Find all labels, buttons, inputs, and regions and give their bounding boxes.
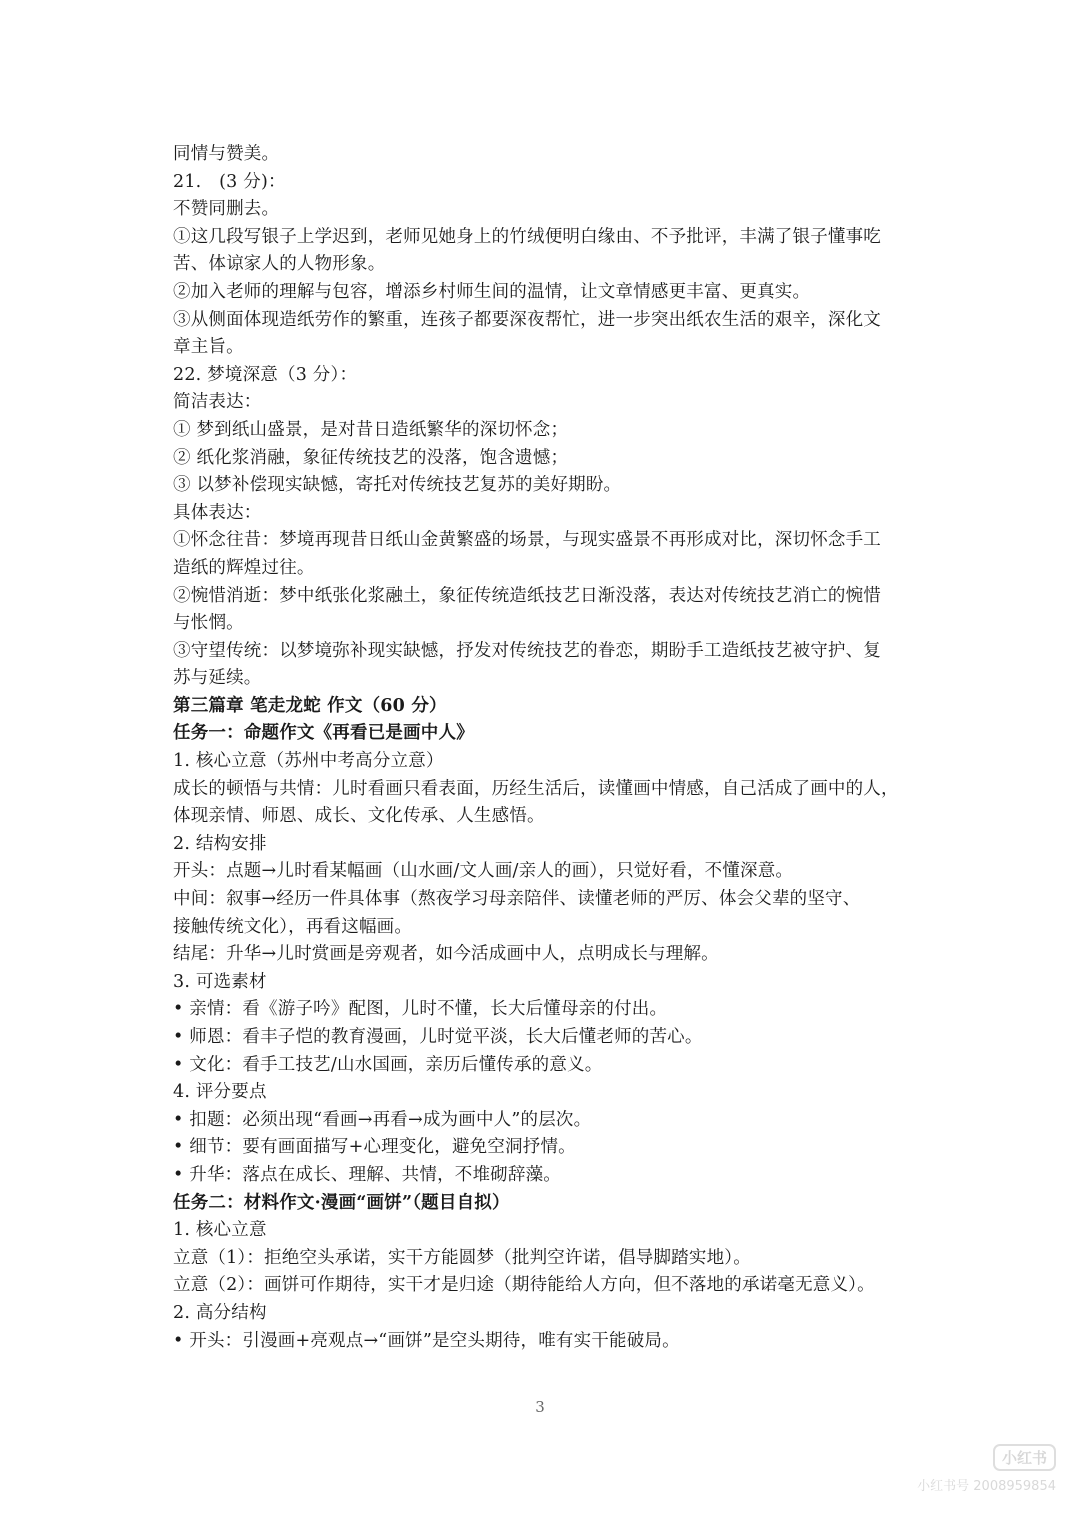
text-line: 苦、体谅家人的人物形象。: [173, 254, 386, 275]
text-line: ② 纸化浆消融，象征传统技艺的没落，饱含遗憾；: [173, 447, 569, 468]
text-line: 接触传统文化），再看这幅画。: [173, 916, 413, 937]
text-line: 4. 评分要点: [173, 1082, 267, 1103]
text-line: 同情与赞美。: [173, 144, 280, 164]
text-line: • 扣题：必须出现“看画→再看→成为画中人”的层次。: [173, 1109, 592, 1130]
text-line: 造纸的辉煌过往。: [173, 557, 315, 578]
text-line: 3. 可选素材: [173, 971, 267, 992]
section-heading: 任务二：材料作文·漫画“画饼”（题目自拟）: [173, 1192, 510, 1213]
section-heading: 任务一：命题作文《再看已是画中人》: [173, 723, 474, 744]
text-line: 2. 结构安排: [173, 833, 267, 854]
text-line: ③守望传统：以梦境弥补现实缺憾，抒发对传统技艺的眷恋，期盼手工造纸技艺被守护、复: [173, 640, 881, 661]
text-line: • 细节：要有画面描写+心理变化，避免空洞抒情。: [173, 1137, 576, 1158]
watermark-text: 小红书号 2008959854: [917, 1479, 1056, 1494]
text-line: 苏与延续。: [173, 668, 262, 689]
text-line: ③从侧面体现造纸劳作的繁重，连孩子都要深夜帮忙，进一步突出纸农生活的艰辛，深化文: [173, 309, 881, 330]
text-line: 章主旨。: [173, 337, 244, 358]
text-line: 与怅惘。: [173, 613, 244, 634]
text-line: 1. 核心立意: [173, 1220, 267, 1241]
text-line: 结尾：升华→儿时赏画是旁观者，如今活成画中人，点明成长与理解。: [173, 944, 719, 965]
text-line: 体现亲情、师恩、成长、文化传承、人生感悟。: [173, 806, 545, 827]
text-line: • 亲情：看《游子吟》配图，儿时不懂，长大后懂母亲的付出。: [173, 999, 668, 1020]
text-line: 立意（1）：拒绝空头承诺，实干方能圆梦（批判空许诺，倡导脚踏实地）。: [173, 1247, 751, 1268]
section-heading: 第三篇章 笔走龙蛇 作文（60 分）: [173, 695, 447, 716]
text-line: 简洁表达：: [173, 392, 262, 413]
text-line: ③ 以梦补偿现实缺憾，寄托对传统技艺复苏的美好期盼。: [173, 475, 622, 496]
text-line: 2. 高分结构: [173, 1302, 267, 1323]
page-number: 3: [535, 1398, 545, 1416]
text-line: 中间：叙事→经历一件具体事（熬夜学习母亲陪伴、读懂老师的严厉、体会父辈的坚守、: [173, 889, 861, 910]
text-line: • 开头：引漫画+亮观点→“画饼”是空头期待，唯有实干能破局。: [173, 1330, 680, 1351]
text-line: ① 梦到纸山盛景，是对昔日造纸繁华的深切怀念；: [173, 419, 569, 440]
text-line: 成长的顿悟与共情：儿时看画只看表面，历经生活后，读懂画中情感，自己活成了画中的人，: [173, 778, 899, 799]
text-line: • 升华：落点在成长、理解、共情，不堆砌辞藻。: [173, 1164, 561, 1185]
text-line: ②加入老师的理解与包容，增添乡村师生间的温情，让文章情感更丰富、更真实。: [173, 281, 811, 302]
watermark-logo: 小红书: [993, 1444, 1056, 1471]
text-line: ②惋惜消逝：梦中纸张化浆融土，象征传统造纸技艺日渐没落，表达对传统技艺消亡的惋惜: [173, 585, 881, 606]
text-line: 立意（2）：画饼可作期待，实干才是归途（期待能给人方向，但不落地的承诺毫无意义）。: [173, 1275, 875, 1296]
text-line: ①怀念往昔：梦境再现昔日纸山金黄繁盛的场景，与现实盛景不再形成对比，深切怀念手工: [173, 530, 881, 551]
text-line: 不赞同删去。: [173, 199, 280, 220]
text-line: 21. (3 分)：: [173, 171, 286, 192]
text-line: 1. 核心立意（苏州中考高分立意）: [173, 751, 444, 772]
document-body: [173, 141, 913, 1355]
watermark: [917, 1444, 1056, 1494]
text-line: 开头：点题→儿时看某幅画（山水画/文人画/亲人的画），只觉好看，不懂深意。: [173, 861, 794, 882]
text-line: 22. 梦境深意（3 分）：: [173, 364, 358, 385]
text-line: 具体表达：: [173, 502, 262, 523]
text-line: ①这几段写银子上学迟到，老师见她身上的竹绒便明白缘由、不予批评，丰满了银子懂事吃: [173, 226, 881, 247]
text-line: • 文化：看手工技艺/山水国画，亲历后懂传承的意义。: [173, 1054, 603, 1075]
text-line: • 师恩：看丰子恺的教育漫画，儿时觉平淡，长大后懂老师的苦心。: [173, 1027, 703, 1047]
